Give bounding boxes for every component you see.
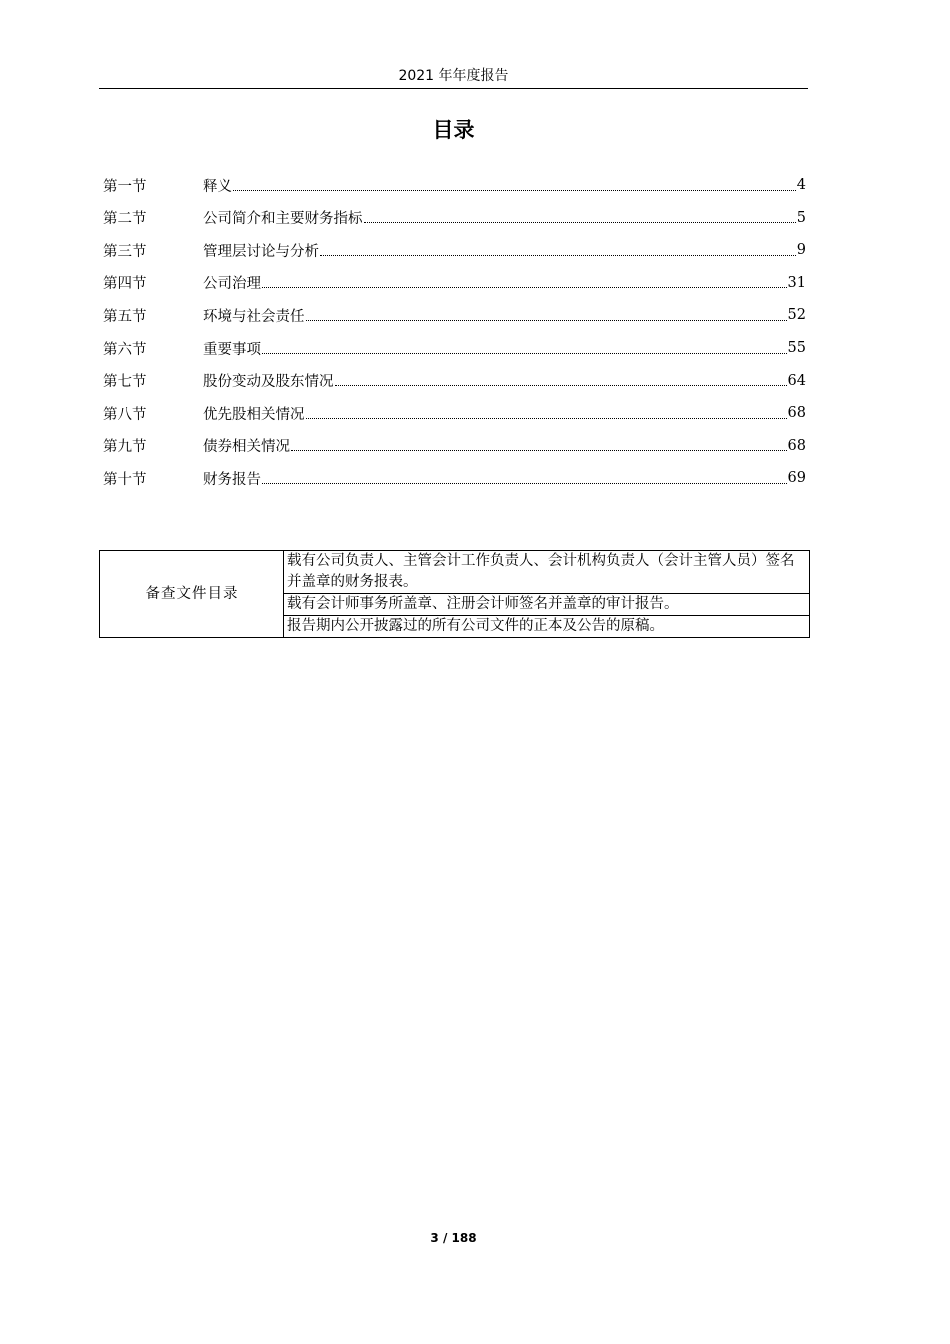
toc-leader-dots [364, 222, 796, 223]
toc-page-number: 55 [787, 340, 806, 356]
toc-section-name: 债券相关情况 [203, 439, 290, 456]
toc-section-name: 环境与社会责任 [203, 308, 305, 325]
toc-section-name: 管理层讨论与分析 [203, 243, 319, 260]
toc-page-number: 64 [787, 372, 806, 389]
toc-page-number: 52 [787, 307, 806, 324]
toc-page-number: 68 [787, 437, 806, 454]
toc-section-number: 第七节 [103, 374, 147, 391]
table-row [100, 551, 810, 594]
header-rule [99, 88, 808, 89]
toc-section-number: 第三节 [103, 243, 147, 260]
toc-leader-dots [262, 483, 787, 484]
toc-page-number: 68 [787, 405, 806, 422]
toc-section-number: 第八节 [103, 406, 147, 423]
toc-section-name: 公司简介和主要财务指标 [203, 211, 363, 228]
toc-entry[interactable] [103, 301, 806, 329]
toc-entry[interactable] [103, 367, 806, 395]
reference-document-item: 报告期内公开披露过的所有公司文件的正本及公告的原稿。 [284, 616, 810, 638]
toc-section-number: 第四节 [103, 276, 147, 293]
toc-leader-dots [233, 190, 796, 191]
toc-title: 目录 [432, 118, 475, 142]
toc-section-number: 第五节 [103, 308, 147, 325]
toc-page-number: 9 [796, 242, 806, 259]
toc-section-name: 优先股相关情况 [203, 406, 305, 423]
toc-section-number: 第一节 [103, 178, 147, 195]
toc-section-name: 股份变动及股东情况 [203, 374, 334, 391]
page-number: 3 / 188 [430, 1231, 477, 1245]
toc-leader-dots [306, 418, 787, 419]
toc-leader-dots [335, 385, 787, 386]
toc-leader-dots [262, 287, 787, 288]
page-header: 2021 年年度报告 [398, 68, 509, 84]
toc-page-number: 69 [787, 470, 806, 487]
toc-entry[interactable] [103, 464, 806, 492]
toc-leader-dots [262, 353, 787, 354]
toc-entry[interactable] [103, 236, 806, 264]
reference-document-item: 载有公司负责人、主管会计工作负责人、会计机构负责人（会计主管人员）签名并盖章的财务报表。 [284, 551, 810, 594]
toc-entry[interactable] [103, 269, 806, 297]
toc-entry[interactable] [103, 432, 806, 460]
toc-section-name: 释义 [203, 178, 232, 195]
toc-page-number: 5 [796, 209, 806, 226]
toc-section-name: 重要事项 [203, 341, 261, 358]
toc-section-name: 公司治理 [203, 276, 261, 293]
toc-section-number: 第九节 [103, 439, 147, 456]
toc-entry[interactable] [103, 171, 806, 199]
toc-leader-dots [306, 320, 787, 321]
reference-documents-table [99, 550, 810, 638]
toc-leader-dots [291, 450, 787, 451]
toc-page-number: 31 [787, 274, 806, 291]
toc-section-number: 第二节 [103, 211, 147, 228]
toc-entry[interactable] [103, 334, 806, 362]
toc-section-number: 第十节 [103, 471, 147, 488]
toc-section-number: 第六节 [103, 341, 147, 358]
reference-documents-label: 备查文件目录 [100, 551, 284, 638]
toc-entry[interactable] [103, 399, 806, 427]
toc-page-number: 4 [796, 177, 806, 193]
toc-leader-dots [320, 255, 796, 256]
toc-entry[interactable] [103, 204, 806, 232]
toc-section-name: 财务报告 [203, 471, 261, 488]
reference-document-item: 载有会计师事务所盖章、注册会计师签名并盖章的审计报告。 [284, 594, 810, 616]
